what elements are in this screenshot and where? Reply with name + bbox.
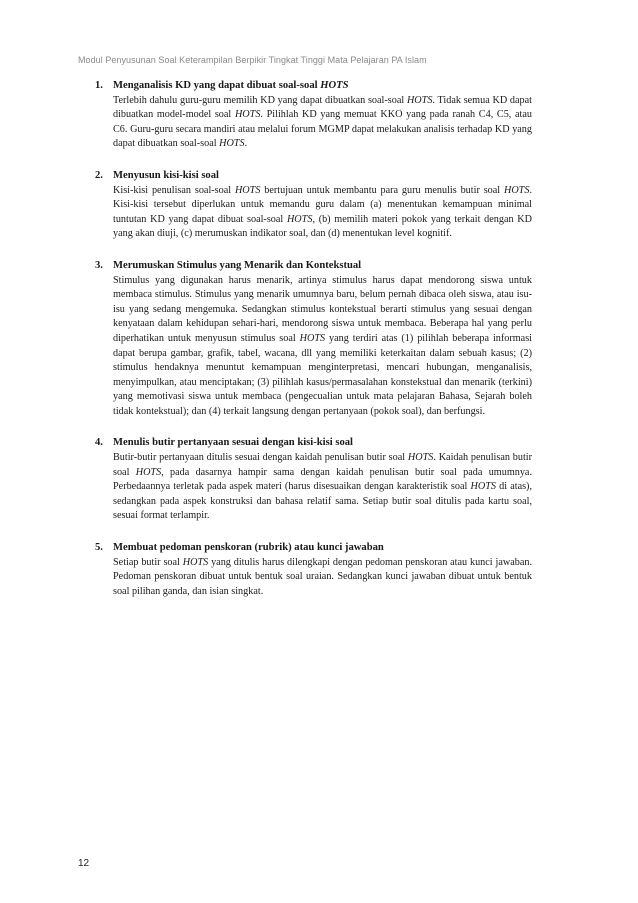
step-item (95, 436, 532, 524)
step-title: Membuat pedoman penskoran (rubrik) atau kunci jawaban (113, 542, 384, 554)
step-title: Menganalisis KD yang dapat dibuat soal-soal HOTS (113, 80, 349, 91)
step-number: 5. (95, 542, 103, 554)
step-body: Stimulus yang digunakan harus menarik, artinya stimulus harus dapat mendorong siswa untuk membaca stimulus. Stimulus yang menarik umumnya baru, belum pernah dibaca oleh siswa, atau isu-isu yang sedang mengemuka. Sedangkan stimulus kontekstual berarti stimulus yang sesuai dengan kenyataan dalam kehidupan sehari-hari, mendorong siswa untuk membaca. Beberapa hal yang perlu diperhatikan untuk menyusun stimulus soal HOTS yang terdiri atas (1) pilihlah beberapa informasi dapat berupa gambar, grafik, tabel, wacana, dll yang memiliki keterkaitan dalam sebuah kasus; (2) stimulus hendaknya menuntut kemampuan menginterpretasi, mencari hubungan, menganalisis, menyimpulkan, atau menciptakan; (3) pilihlah kasus/permasalahan konstekstual dan menarik (terkini) yang memotivasi siswa untuk membaca (pengecualian untuk mata pelajaran Bahasa, Sejarah boleh tidak kontekstual); dan (4) terkait langsung dengan pertanyaan (pokok soal), dan berfungsi. (113, 274, 532, 417)
step-number: 2. (95, 169, 103, 181)
step-item (95, 259, 532, 420)
step-body: Terlebih dahulu guru-guru memilih KD yang dapat dibuatkan soal-soal HOTS. Tidak semua KD dapat dibuatkan model-model soal HOTS. Pilihlah KD yang memuat KKO yang pada ranah C4, C5, atau C6. Guru-guru secara mandiri atau melalui forum MGMP dapat melakukan analisis terhadap KD yang dapat dibuatkan soal-soal HOTS. (113, 94, 532, 150)
step-number: 3. (95, 259, 103, 271)
step-body: Kisi-kisi penulisan soal-soal HOTS bertujuan untuk membantu para guru menulis butir soal HOTS. Kisi-kisi tersebut diperlukan untuk memandu guru dalam (a) menentukan kemampuan minimal tuntutan KD yang dapat dibuat soal-soal HOTS, (b) memilih materi pokok yang terkait dengan KD yang akan diuji, (c) merumuskan indikator soal, dan (d) menentukan level kognitif. (113, 184, 532, 240)
step-title: Merumuskan Stimulus yang Menarik dan Kontekstual (113, 259, 362, 271)
steps-list (95, 79, 532, 616)
page-number: 12 (78, 858, 90, 869)
step-body: Butir-butir pertanyaan ditulis sesuai dengan kaidah penulisan butir soal HOTS. Kaidah penulisan butir soal HOTS, pada dasarnya hampir sama dengan kaidah penulisan butir soal pada umumnya. Perbedaannya terletak pada aspek materi (harus disesuaikan dengan karakteristik soal HOTS di atas), sedangkan pada aspek konstruksi dan bahasa relatif sama. Setiap butir soal ditulis pada kartu soal, sesuai format terlampir. (113, 452, 533, 522)
step-body: Setiap butir soal HOTS yang ditulis harus dilengkapi dengan pedoman penskoran atau kunci jawaban. Pedoman penskoran dibuat untuk bentuk soal uraian. Sedangkan kunci jawaban dibuat untuk bentuk soal pilihan ganda, dan isian singkat. (113, 556, 532, 597)
step-title: Menulis butir pertanyaan sesuai dengan kisi-kisi soal (113, 437, 353, 449)
step-item (95, 169, 532, 242)
step-title: Menyusun kisi-kisi soal (113, 169, 219, 181)
step-number: 4. (95, 437, 103, 449)
step-item (95, 541, 532, 599)
step-number: 1. (95, 80, 103, 91)
running-header: Modul Penyusunan Soal Keterampilan Berpikir Tingkat Tinggi Mata Pelajaran PA Islam (78, 55, 427, 65)
step-item (95, 79, 532, 152)
